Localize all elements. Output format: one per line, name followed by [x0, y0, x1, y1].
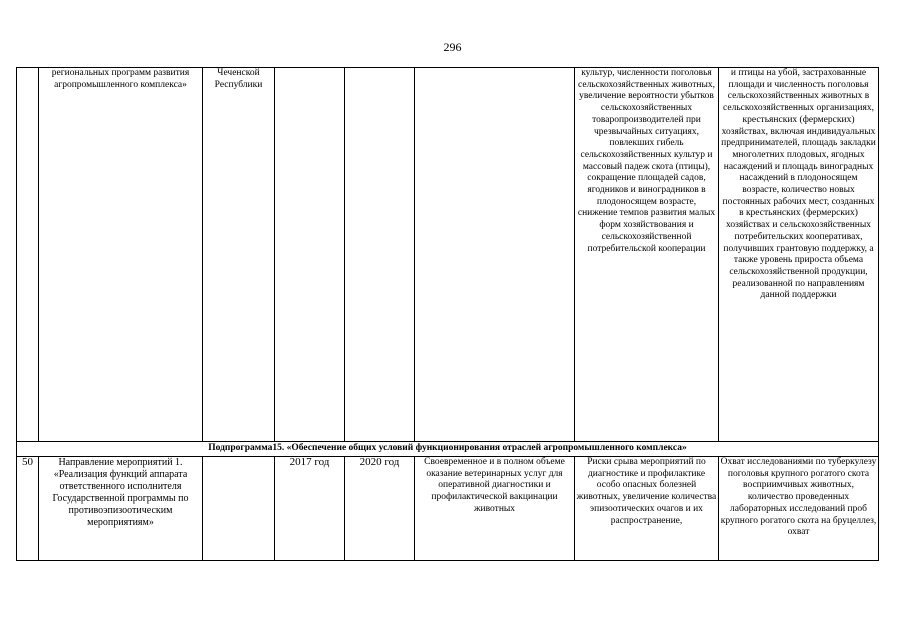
table-row — [17, 68, 879, 442]
executor: Чеченской Республики — [203, 68, 275, 442]
expected-result — [415, 68, 575, 442]
executor — [203, 457, 275, 561]
subprogram-row — [17, 442, 879, 457]
start-year: 2017 год — [275, 457, 345, 561]
indicators: Охват исследованиями по туберкулезу поголовья крупного рогатого скота восприимчивых животных, количество проведенных лабораторных исследований проб крупного рогатого скота на бруцеллез, охват — [719, 457, 879, 561]
event-title: Направление мероприятий 1. «Реализация функций аппарата ответственного исполнителя Государственной программы по противоэпизоотическим мероприятиям» — [39, 457, 203, 561]
end-year: 2020 год — [345, 457, 415, 561]
risks: культур, численности поголовья сельскохозяйственных животных, увеличение вероятности убытков сельскохозяйственных товаропроизводителей при чрезвычайных ситуациях, повлекших гибель сельскохозяйственных культур и массовый падеж скота (птицы), сокращение площадей садов, ягодников и виноградников в плодоносящем возрасте, снижение темпов развития малых форм хозяйствования и сельскохозяйственной потребительской кооперации — [575, 68, 719, 442]
start-year — [275, 68, 345, 442]
row-number — [17, 68, 39, 442]
expected-result: Своевременное и в полном объеме оказание ветеринарных услуг для оперативной диагностики и профилактической вакцинации животных — [415, 457, 575, 561]
table-row — [17, 457, 879, 561]
page-number: 296 — [443, 40, 462, 54]
end-year — [345, 68, 415, 442]
indicators: и птицы на убой, застрахованные площади и численность поголовья сельскохозяйственных животных в сельскохозяйственных организациях, крестьянских (фермерских) хозяйствах, включая индивидуальных предпринимателей, площадь закладки многолетних плодовых, ягодных насаждений и площадь виноградных насаждений в плодоносящем возрасте, количество новых постоянных рабочих мест, созданных в крестьянских (фермерских) хозяйствах и сельскохозяйственных потребительских кооперативах, получивших грантовую поддержку, а также уровень прироста объема сельскохозяйственной продукции, реализованной по направлениям данной поддержки — [719, 68, 879, 442]
event-title: региональных программ развития агропромышленного комплекса» — [39, 68, 203, 442]
program-table — [16, 67, 879, 561]
row-number: 50 — [17, 457, 39, 561]
risks: Риски срыва мероприятий по диагностике и профилактике особо опасных болезней животных, увеличение количества эпизоотических очагов и их распространение, — [575, 457, 719, 561]
subprogram-title: Подпрограмма15. «Обеспечение общих условий функционирования отраслей агропромышленного комплекса» — [17, 442, 879, 457]
